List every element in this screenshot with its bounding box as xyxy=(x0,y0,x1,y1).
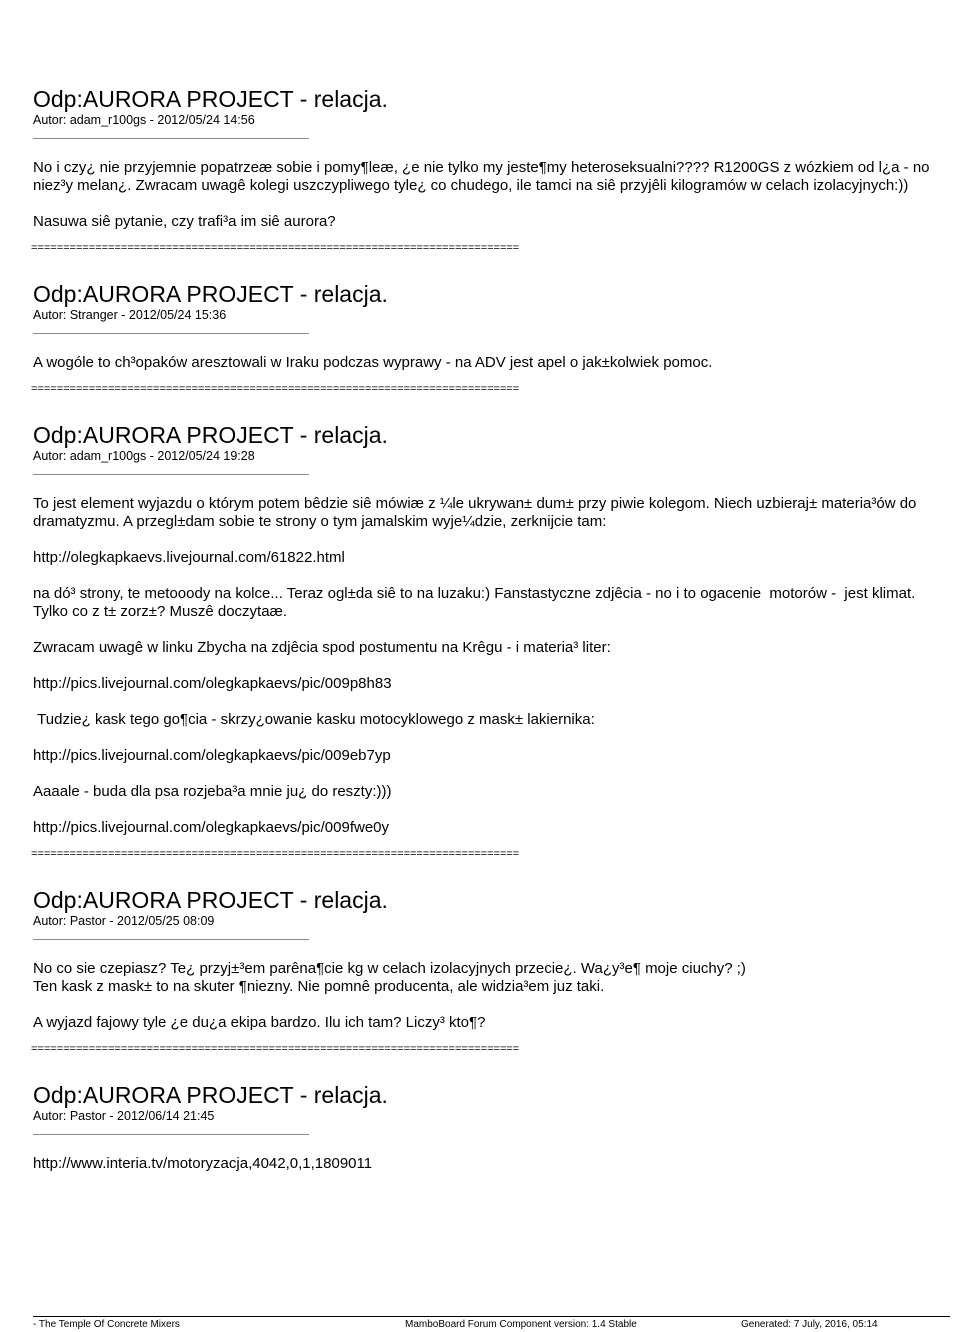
footer-generated-date: Generated: 7 July, 2016, 05:14 xyxy=(741,1319,878,1330)
forum-post xyxy=(33,1082,948,1173)
post-paragraph: A wogóle to ch³opaków aresztowali w Iraku podczas wyprawy - na ADV jest apel o jak±kolwiek pomoc. xyxy=(33,354,713,371)
post-link[interactable]: http://pics.livejournal.com/olegkapkaevs/pic/009fwe0y xyxy=(33,819,390,836)
post-body xyxy=(33,1155,948,1173)
post-paragraph: Tudzie¿ kask tego go¶cia - skrzy¿owanie kasku motocyklowego z mask± lakiernika: xyxy=(33,711,595,728)
post-body xyxy=(33,159,948,231)
post-author-meta: Autor: Stranger - 2012/05/24 15:36 xyxy=(33,308,227,322)
post-author-meta: Autor: Pastor - 2012/06/14 21:45 xyxy=(33,1109,215,1123)
post-separator: ============================================================================ xyxy=(31,848,520,860)
meta-divider xyxy=(33,1134,309,1135)
post-body xyxy=(33,960,948,1032)
post-link[interactable]: http://pics.livejournal.com/olegkapkaevs/pic/009p8h83 xyxy=(33,675,392,692)
post-title: Odp:AURORA PROJECT - relacja. xyxy=(33,86,388,112)
post-paragraph: No i czy¿ nie przyjemnie popatrzeæ sobie i pomy¶leæ, ¿e nie tylko my jeste¶my heteroseksualni???? R1200GS z wózkiem od l¿a - no niez³y melan¿. Zwracam uwagê kolegi uszczypliwego tyle¿ co chudego, ile tamci na siê przyjêli kilogramów w celach izolacyjnych:)) xyxy=(33,159,934,194)
meta-divider xyxy=(33,138,309,139)
meta-divider xyxy=(33,939,309,940)
post-author-meta: Autor: Pastor - 2012/05/25 08:09 xyxy=(33,914,215,928)
post-link[interactable]: http://olegkapkaevs.livejournal.com/61822.html xyxy=(33,549,345,566)
meta-divider xyxy=(33,333,309,334)
post-author-meta: Autor: adam_r100gs - 2012/05/24 14:56 xyxy=(33,113,255,127)
post-title: Odp:AURORA PROJECT - relacja. xyxy=(33,422,388,448)
post-link[interactable]: http://pics.livejournal.com/olegkapkaevs/pic/009eb7yp xyxy=(33,747,391,764)
meta-divider xyxy=(33,474,309,475)
post-author-meta: Autor: adam_r100gs - 2012/05/24 19:28 xyxy=(33,449,255,463)
post-paragraph: No co sie czepiasz? Te¿ przyj±³em parêna¶cie kg w celach izolacyjnych przecie¿. Wa¿y³e¶ moje ciuchy? ;) Ten kask z mask± to na skuter ¶niezny. Nie pomnê producenta, ale widzia³em juz taki. xyxy=(33,960,746,995)
post-link[interactable]: http://www.interia.tv/motoryzacja,4042,0,1,1809011 xyxy=(33,1155,373,1172)
footer-site-name: - The Temple Of Concrete Mixers xyxy=(33,1319,180,1330)
post-paragraph: Nasuwa siê pytanie, czy trafi³a im siê aurora? xyxy=(33,213,336,230)
post-body xyxy=(33,354,948,372)
page-footer xyxy=(33,1316,950,1331)
post-title: Odp:AURORA PROJECT - relacja. xyxy=(33,281,388,307)
footer-component-version: MamboBoard Forum Component version: 1.4 Stable xyxy=(405,1319,637,1330)
forum-post xyxy=(33,281,948,396)
forum-thread xyxy=(33,86,948,1173)
post-title: Odp:AURORA PROJECT - relacja. xyxy=(33,887,388,913)
post-body xyxy=(33,495,948,837)
post-separator: ============================================================================ xyxy=(31,242,520,254)
post-paragraph: na dó³ strony, te metooody na kolce... Teraz ogl±da siê to na luzaku:) Fanstastyczne zdjêcia - no i to ogacenie motorów - jest klimat. Tylko co z t± zorz±? Muszê doczytaæ. xyxy=(33,585,920,620)
post-paragraph: To jest element wyjazdu o którym potem bêdzie siê mówiæ z ¼le ukrywan± dum± przy piwie kolegom. Niech uzbieraj± materia³ów do dramatyzmu. A przegl±dam sobie te strony o tym jamalskim wyje¼dzie, zerknijcie tam: xyxy=(33,495,921,530)
post-paragraph: Aaaale - buda dla psa rozjeba³a mnie ju¿ do reszty:))) xyxy=(33,783,392,800)
forum-post xyxy=(33,422,948,861)
forum-post xyxy=(33,887,948,1056)
post-separator: ============================================================================ xyxy=(31,383,520,395)
post-title: Odp:AURORA PROJECT - relacja. xyxy=(33,1082,388,1108)
forum-post xyxy=(33,86,948,255)
post-paragraph: Zwracam uwagê w linku Zbycha na zdjêcia spod postumentu na Krêgu - i materia³ liter: xyxy=(33,639,611,656)
post-paragraph: A wyjazd fajowy tyle ¿e du¿a ekipa bardzo. Ilu ich tam? Liczy³ kto¶? xyxy=(33,1014,486,1031)
post-separator: ============================================================================ xyxy=(31,1043,520,1055)
